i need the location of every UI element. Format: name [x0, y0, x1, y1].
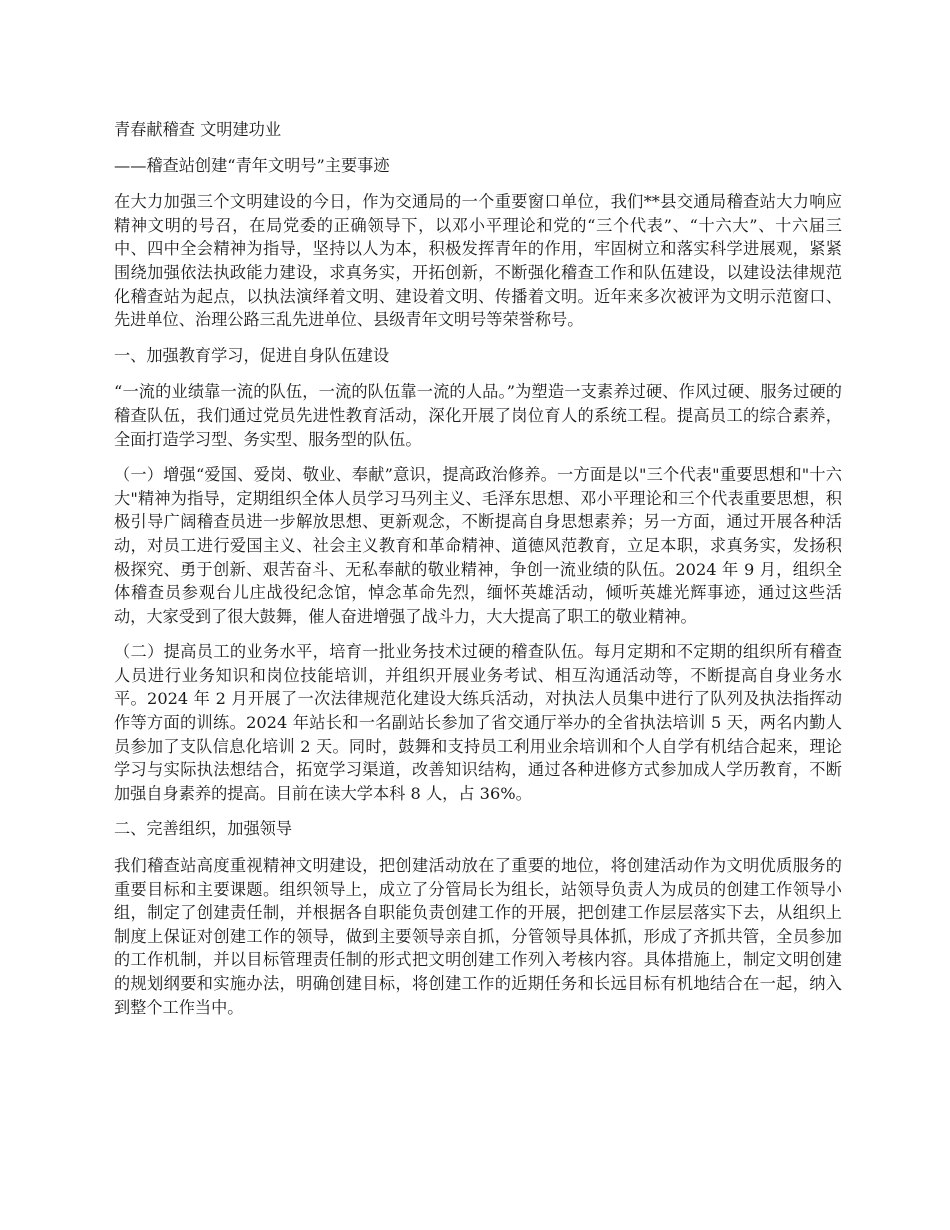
document-page [114, 118, 842, 1031]
section1-paragraph-1: “一流的业绩靠一流的队伍，一流的队伍靠一流的人品。”为塑造一支素养过硬、作风过硬、服务过硬的稽查队伍，我们通过党员先进性教育活动，深化开展了岗位育人的系统工程。提高员工的综合素养，全面打造学习型、务实型、服务型的队伍。 [114, 382, 842, 449]
section1-paragraph-3: （二）提高员工的业务水平，培育一批业务技术过硬的稽查队伍。每月定期和不定期的组织所有稽查人员进行业务知识和岗位技能培训，并组织开展业务考试、相互沟通活动等，不断提高自身业务水平。2024 年 2 月开展了一次法律规范化建设大练兵活动，对执法人员集中进行了队列及执法指挥动作等方面的训练。2024 年站长和一名副站长参加了省交通厅举办的全省执法培训 5 天，两名内勤人员参加了支队信息化培训 2 天。同时，鼓舞和支持员工利用业余培训和个人自学有机结合起来，理论学习与实际执法想结合，拓宽学习渠道，改善知识结构，通过各种进修方式参加成人学历教育，不断加强自身素养的提高。目前在读大学本科 8 人，占 36%。 [114, 642, 842, 803]
section-heading-2: 二、完善组织，加强领导 [114, 819, 293, 839]
section1-paragraph-2: （一）增强“爱国、爱岗、敬业、奉献”意识，提高政治修养。一方面是以"三个代表"重要思想和"十六大"精神为指导，定期组织全体人员学习马列主义、毛泽东思想、邓小平理论和三个代表重要思想，积极引导广阔稽查员进一步解放思想、更新观念，不断提高自身思想素养；另一方面，通过开展各种活动，对员工进行爱国主义、社会主义教育和革命精神、道德风范教育，立足本职，求真务实，发扬积极探究、勇于创新、艰苦奋斗、无私奉献的敬业精神，争创一流业绩的队伍。2024 年 9 月，组织全体稽查员参观台儿庄战役纪念馆，悼念革命先烈，缅怀英雄活动，倾听英雄光辉事迹，通过这些活动，大家受到了很大鼓舞，催人奋进增强了战斗力，大大提高了职工的敬业精神。 [114, 465, 842, 626]
document-subtitle: ——稽查站创建“青年文明号”主要事迹 [114, 155, 390, 175]
document-title: 青春献稽查 文明建功业 [114, 120, 282, 139]
section-heading-1: 一、加强教育学习，促进自身队伍建设 [114, 345, 390, 365]
intro-paragraph: 在大力加强三个文明建设的今日，作为交通局的一个重要窗口单位，我们**县交通局稽查站大力响应精神文明的号召，在局党委的正确领导下，以邓小平理论和党的“三个代表”、“十六大”、十六届三中、四中全会精神为指导，坚持以人为本，积极发挥青年的作用，牢固树立和落实科学进展观，紧紧围绕加强依法执政能力建设，求真务实，开拓创新，不断强化稽查工作和队伍建设，以建设法律规范化稽查站为起点，以执法演绎着文明、建设着文明、传播着文明。近年来多次被评为文明示范窗口、先进单位、治理公路三乱先进单位、县级青年文明号等荣誉称号。 [114, 192, 842, 330]
section2-paragraph-1: 我们稽查站高度重视精神文明建设，把创建活动放在了重要的地位，将创建活动作为文明优质服务的重要目标和主要课题。组织领导上，成立了分管局长为组长，站领导负责人为成员的创建工作领导小组，制定了创建责任制，并根据各自职能负责创建工作的开展，把创建工作层层落实下去，从组织上制度上保证对创建工作的领导，做到主要领导亲自抓，分管领导具体抓，形成了齐抓共管，全员参加的工作机制，并以目标管理责任制的形式把文明创建工作列入考核内容。具体措施上，制定文明创建的规划纲要和实施办法，明确创建目标，将创建工作的近期任务和长远目标有机地结合在一起，纳入到整个工作当中。 [114, 856, 842, 1017]
